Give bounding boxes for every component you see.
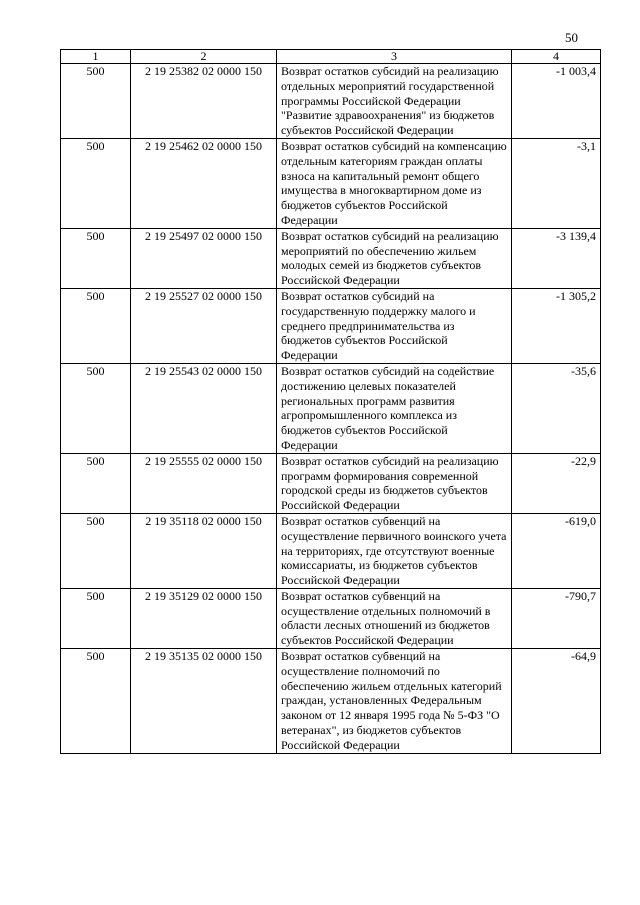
budget-code-cell: 2 19 25555 02 0000 150 bbox=[131, 453, 277, 513]
column-header-amount: 4 bbox=[512, 50, 601, 64]
amount-cell: -3,1 bbox=[512, 138, 601, 228]
admin-code-cell: 500 bbox=[61, 588, 131, 648]
budget-table bbox=[60, 49, 601, 754]
admin-code-cell: 500 bbox=[61, 453, 131, 513]
budget-code-cell: 2 19 25543 02 0000 150 bbox=[131, 363, 277, 453]
budget-code-cell: 2 19 25527 02 0000 150 bbox=[131, 288, 277, 363]
budget-code-cell: 2 19 35129 02 0000 150 bbox=[131, 588, 277, 648]
table-row bbox=[61, 453, 601, 513]
column-header-admin: 1 bbox=[61, 50, 131, 64]
amount-cell: -22,9 bbox=[512, 453, 601, 513]
column-header-code: 2 bbox=[131, 50, 277, 64]
description-cell: Возврат остатков субсидий на реализацию мероприятий по обеспечению жильем молодых семей из бюджетов субъектов Российской Федерации bbox=[277, 228, 512, 288]
page-number: 50 bbox=[565, 30, 578, 45]
amount-cell: -619,0 bbox=[512, 513, 601, 588]
admin-code-cell: 500 bbox=[61, 649, 131, 754]
table-header-row bbox=[61, 50, 601, 64]
amount-cell: -35,6 bbox=[512, 363, 601, 453]
amount-cell: -1 003,4 bbox=[512, 64, 601, 139]
description-cell: Возврат остатков субсидий на реализацию отдельных мероприятий государственной программы Российской Федерации "Развитие здравоохранения" из бюджетов субъектов Российской Федерации bbox=[277, 64, 512, 139]
budget-code-cell: 2 19 25382 02 0000 150 bbox=[131, 64, 277, 139]
admin-code-cell: 500 bbox=[61, 513, 131, 588]
budget-code-cell: 2 19 25462 02 0000 150 bbox=[131, 138, 277, 228]
table-row bbox=[61, 64, 601, 139]
admin-code-cell: 500 bbox=[61, 288, 131, 363]
table-row bbox=[61, 138, 601, 228]
budget-code-cell: 2 19 35135 02 0000 150 bbox=[131, 649, 277, 754]
table-row bbox=[61, 228, 601, 288]
description-cell: Возврат остатков субвенций на осуществление отдельных полномочий в области лесных отношений из бюджетов субъектов Российской Федерации bbox=[277, 588, 512, 648]
budget-code-cell: 2 19 35118 02 0000 150 bbox=[131, 513, 277, 588]
description-cell: Возврат остатков субсидий на компенсацию отдельным категориям граждан оплаты взноса на капитальный ремонт общего имущества в многоквартирном доме из бюджетов субъектов Российской Федерации bbox=[277, 138, 512, 228]
description-cell: Возврат остатков субвенций на осуществление первичного воинского учета на территориях, где отсутствуют военные комиссариаты, из бюджетов субъектов Российской Федерации bbox=[277, 513, 512, 588]
description-cell: Возврат остатков субсидий на содействие достижению целевых показателей региональных программ развития агропромышленного комплекса из бюджетов субъектов Российской Федерации bbox=[277, 363, 512, 453]
amount-cell: -64,9 bbox=[512, 649, 601, 754]
table-row bbox=[61, 363, 601, 453]
admin-code-cell: 500 bbox=[61, 228, 131, 288]
amount-cell: -1 305,2 bbox=[512, 288, 601, 363]
table-row bbox=[61, 588, 601, 648]
description-cell: Возврат остатков субсидий на государственную поддержку малого и среднего предпринимательства из бюджетов субъектов Российской Федерации bbox=[277, 288, 512, 363]
budget-code-cell: 2 19 25497 02 0000 150 bbox=[131, 228, 277, 288]
admin-code-cell: 500 bbox=[61, 363, 131, 453]
description-cell: Возврат остатков субсидий на реализацию программ формирования современной городской среды из бюджетов субъектов Российской Федерации bbox=[277, 453, 512, 513]
admin-code-cell: 500 bbox=[61, 64, 131, 139]
admin-code-cell: 500 bbox=[61, 138, 131, 228]
description-cell: Возврат остатков субвенций на осуществление полномочий по обеспечению жильем отдельных категорий граждан, установленных Федеральным законом от 12 января 1995 года № 5-ФЗ "О ветеранах", из бюджетов субъектов Российской Федерации bbox=[277, 649, 512, 754]
amount-cell: -3 139,4 bbox=[512, 228, 601, 288]
table-row bbox=[61, 649, 601, 754]
table-row bbox=[61, 288, 601, 363]
table-row bbox=[61, 513, 601, 588]
amount-cell: -790,7 bbox=[512, 588, 601, 648]
column-header-name: 3 bbox=[277, 50, 512, 64]
